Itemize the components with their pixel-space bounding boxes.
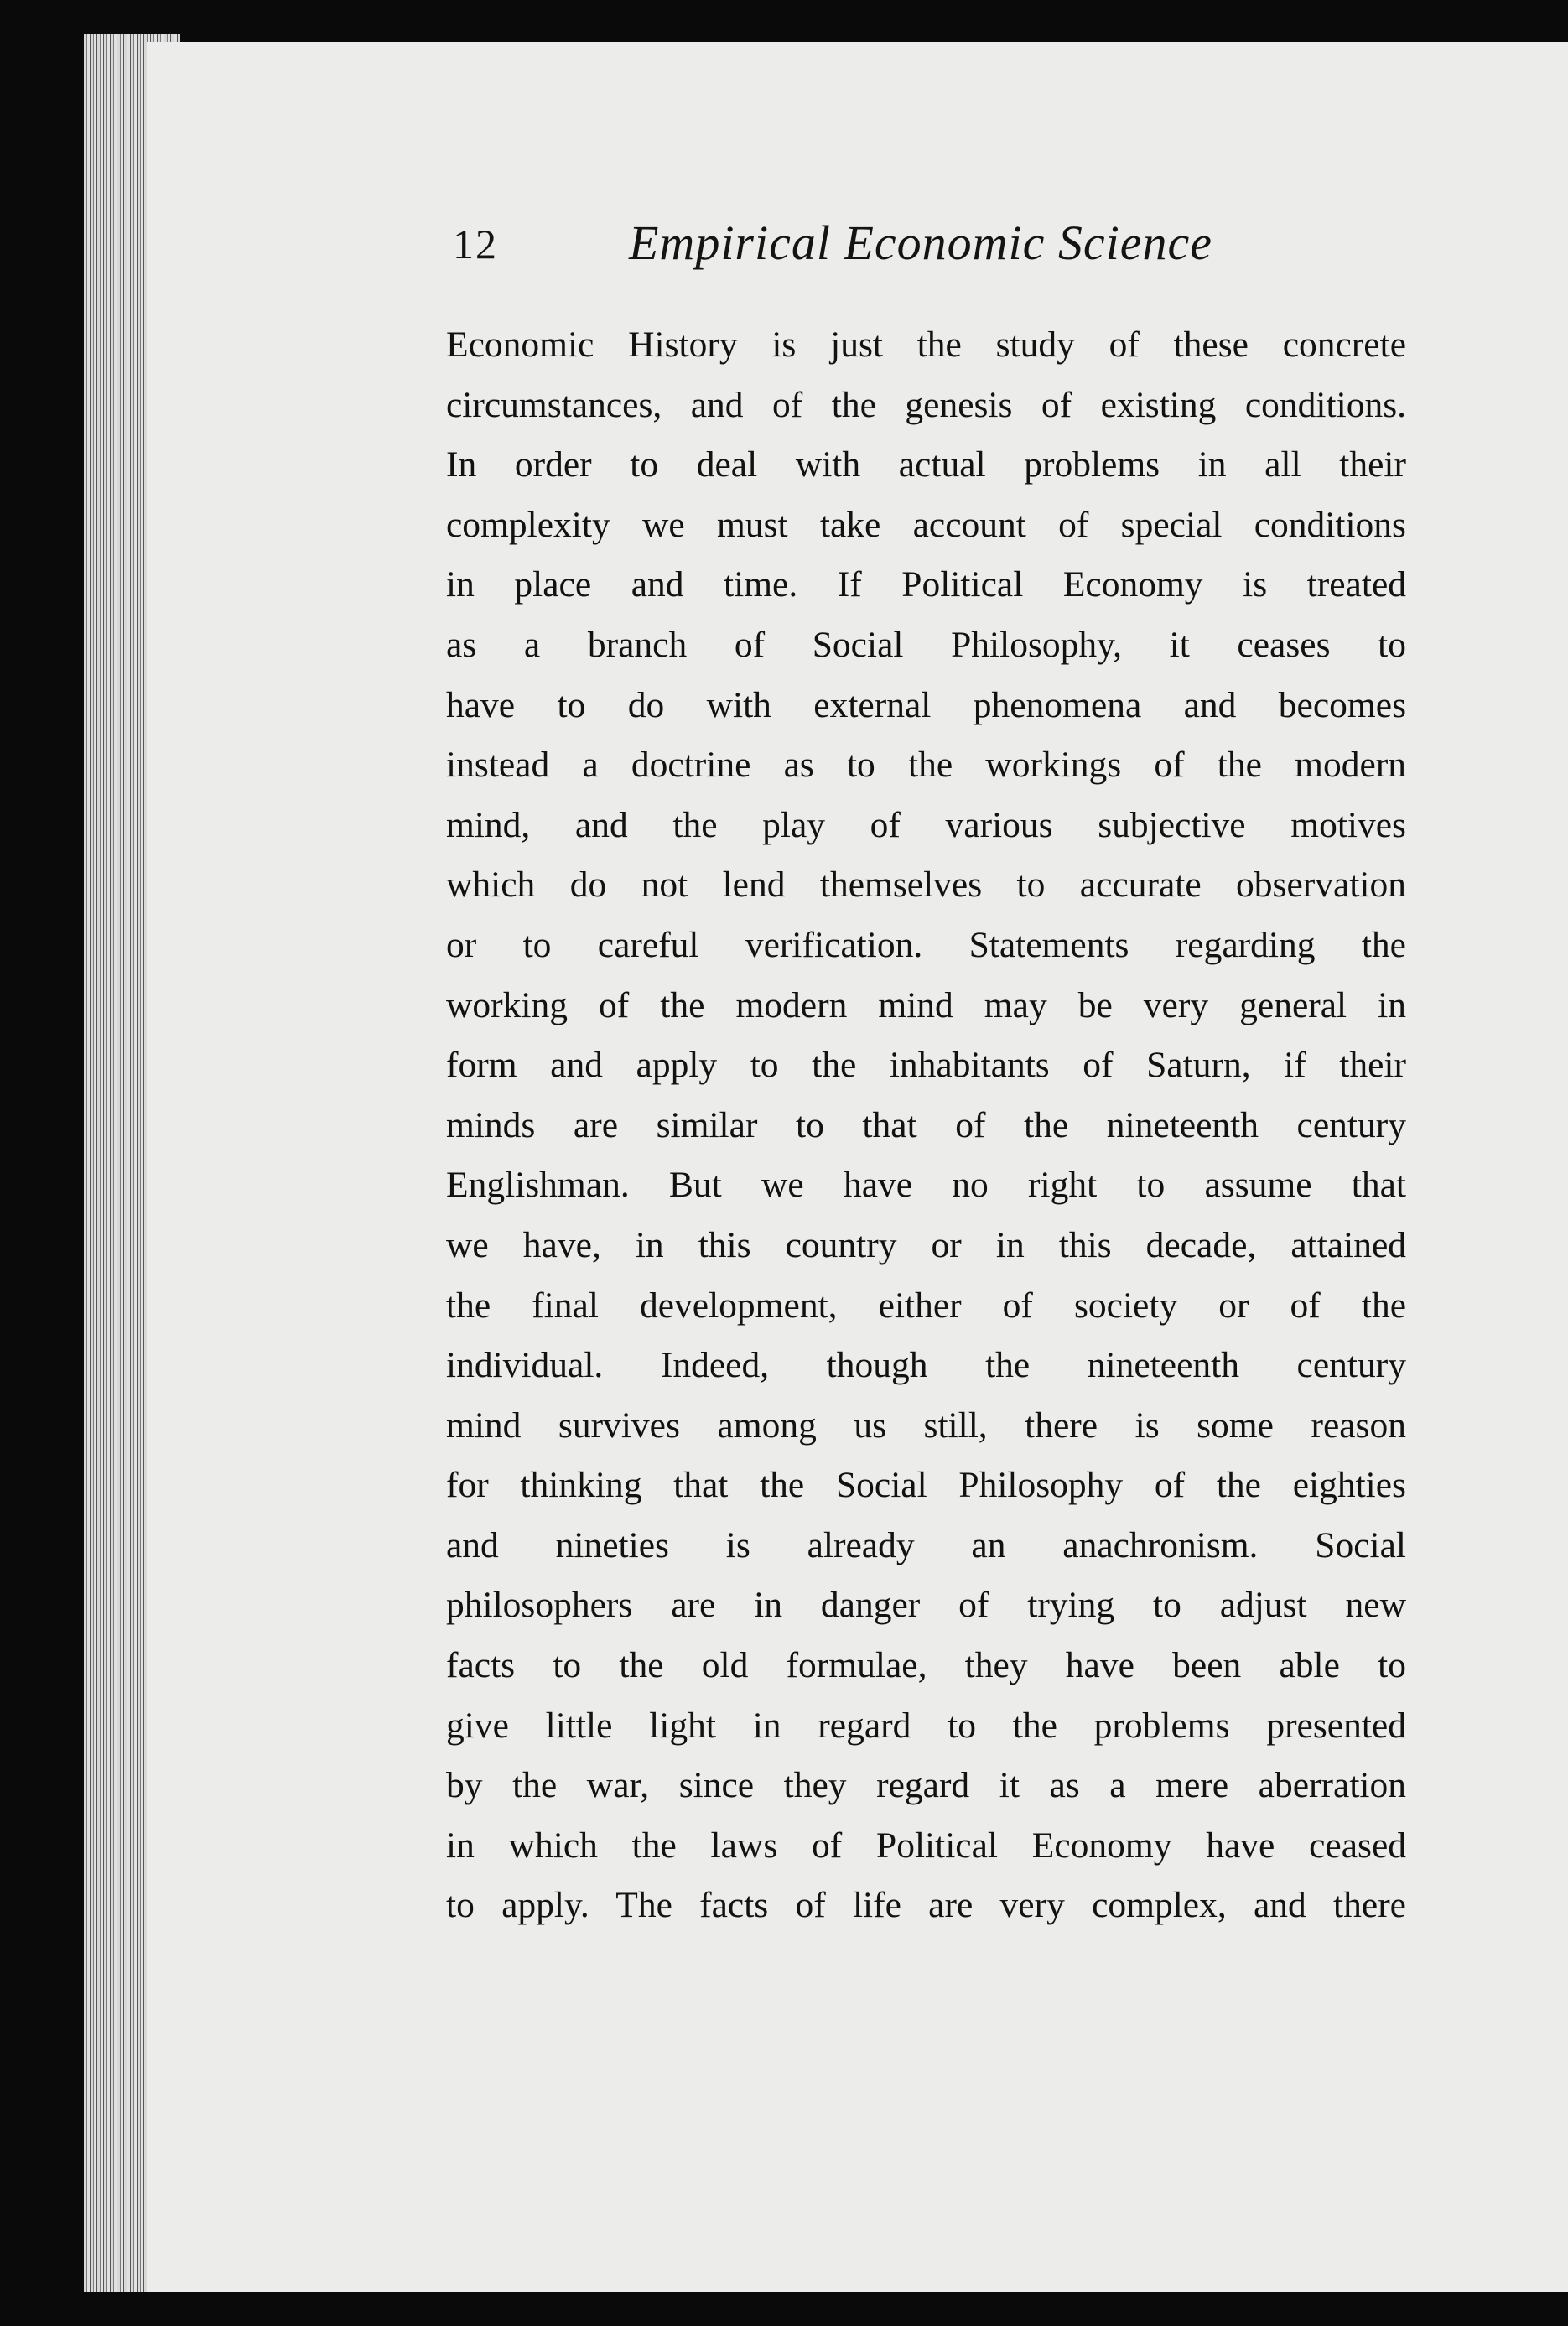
text-line: individual. Indeed, though the nineteenth century	[446, 1345, 1406, 1386]
text-line: form and apply to the inhabitants of Saturn, if their	[446, 1045, 1406, 1086]
text-line: which do not lend themselves to accurate observation	[446, 864, 1406, 906]
page-number: 12	[453, 221, 498, 267]
text-line: and nineties is already an anachronism. Social	[446, 1524, 1406, 1565]
text-line: we have, in this country or in this decade, attained	[446, 1224, 1406, 1265]
text-line: circumstances, and of the genesis of existing conditions.	[446, 384, 1406, 425]
body-text	[446, 315, 1406, 1936]
text-line: Englishman. But we have no right to assume that	[446, 1165, 1406, 1206]
text-line: give little light in regard to the problems presented	[446, 1705, 1406, 1746]
text-line: for thinking that the Social Philosophy of the eighties	[446, 1465, 1406, 1506]
text-line: have to do with external phenomena and becomes	[446, 684, 1406, 725]
running-title: Empirical Economic Science	[629, 215, 1212, 270]
text-line: In order to deal with actual problems in all their	[446, 444, 1406, 485]
text-line: mind survives among us still, there is some reason	[446, 1404, 1406, 1446]
text-line: to apply. The facts of life are very complex, and there	[446, 1885, 1406, 1926]
text-line: by the war, since they regard it as a mere aberration	[446, 1765, 1406, 1806]
text-line: or to careful verification. Statements regarding the	[446, 924, 1406, 965]
text-line: Economic History is just the study of these concrete	[446, 324, 1406, 365]
page-header	[453, 215, 1409, 287]
text-line: facts to the old formulae, they have been able to	[446, 1645, 1406, 1686]
text-line: philosophers are in danger of trying to adjust new	[446, 1585, 1406, 1626]
text-line: minds are similar to that of the nineteenth century	[446, 1104, 1406, 1145]
text-line: the final development, either of society or of the	[446, 1285, 1406, 1326]
text-line: complexity we must take account of special conditions	[446, 504, 1406, 545]
text-line: in place and time. If Political Economy is treated	[446, 564, 1406, 605]
text-line: mind, and the play of various subjective motives	[446, 804, 1406, 845]
text-line: as a branch of Social Philosophy, it ceases to	[446, 624, 1406, 665]
text-line: working of the modern mind may be very general in	[446, 984, 1406, 1025]
text-line: instead a doctrine as to the workings of the modern	[446, 745, 1406, 786]
text-line: in which the laws of Political Economy have ceased	[446, 1825, 1406, 1866]
scan-bottom-shadow	[0, 2292, 1568, 2326]
